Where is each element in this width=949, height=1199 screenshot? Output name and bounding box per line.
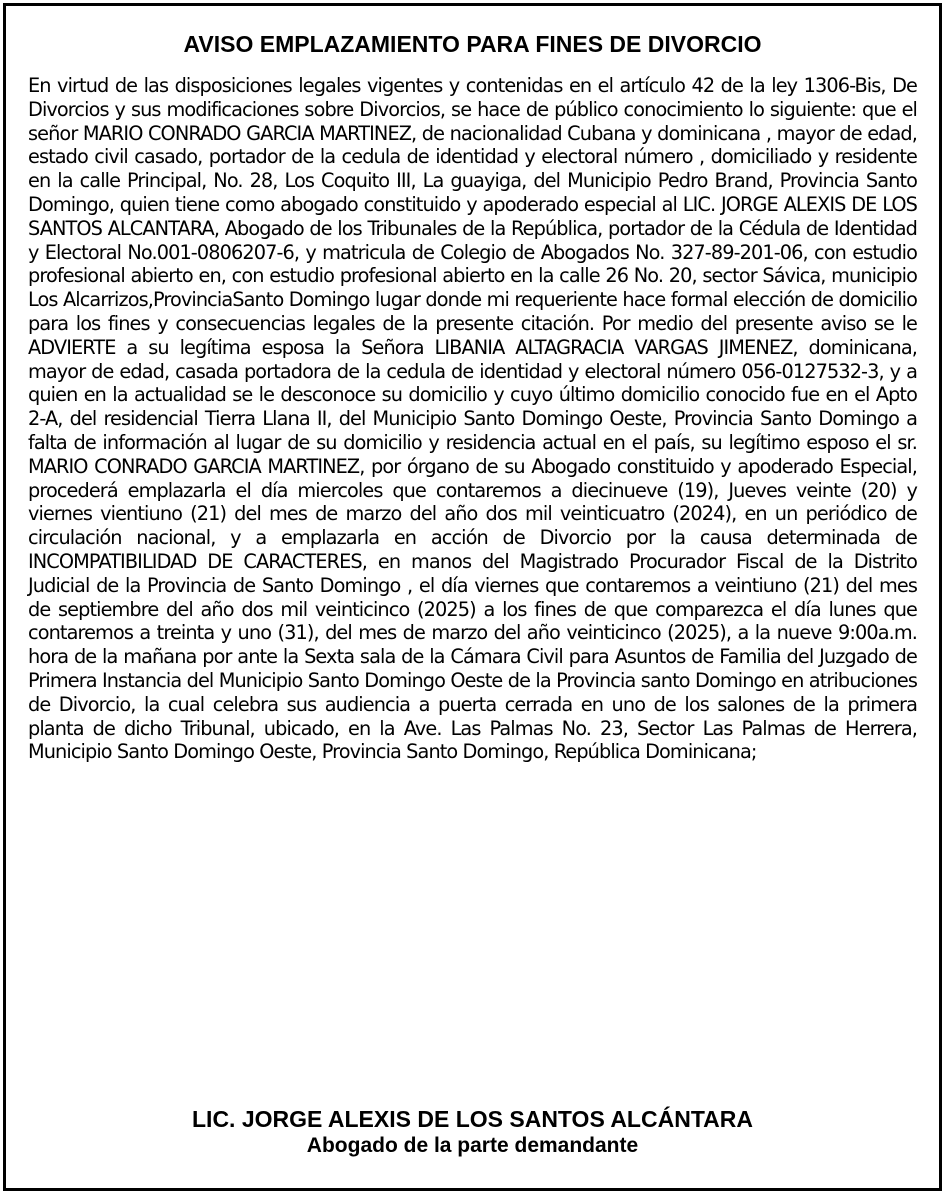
notice-title: AVISO EMPLAZAMIENTO PARA FINES DE DIVORCIO bbox=[183, 31, 762, 57]
legal-notice bbox=[3, 3, 942, 1191]
signature-role: Abogado de la parte demandante bbox=[306, 1134, 639, 1157]
notice-body: En virtud de las disposiciones legales vigentes y contenidas en el artículo 42 de la ley 1306-Bis, De Divorcios y sus modificaciones sobre Divorcios, se hace de público conocimiento lo siguiente: que el señor MARIO CONRADO GARCIA MARTINEZ, de nacionalidad Cubana y dominicana , mayor de edad, estado civil casado, portador de la cedula de identidad y electoral número , domiciliado y residente en la calle Principal, No. 28, Los Coquito III, La guayiga, del Municipio Pedro Brand, Provincia Santo Domingo, quien tiene como abogado constituido y apoderado especial al LIC. JORGE ALEXIS DE LOS SANTOS ALCANTARA, Abogado de los Tribunales de la República, portador de la Cédula de Identidad y Electoral No.001-0806207-6, y matricula de Colegio de Abogados No. 327-89-201-06, con estudio profesional abierto en, con estudio profesional abierto en la calle 26 No. 20, sector Sávica, municipio Los Alcarrizos,ProvinciaSanto Domingo lugar donde mi requeriente hace formal elección de domicilio para los fines y consecuencias legales de la presente citación. Por medio del presente aviso se le ADVIERTE a su legítima esposa la Señora LIBANIA ALTAGRACIA VARGAS JIMENEZ, dominicana, mayor de edad, casada portadora de la cedula de identidad y electoral número 056-0127532-3, y a quien en la actualidad se le desconoce su domicilio y cuyo último domicilio conocido fue en el Apto 2-A, del residencial Tierra Llana II, del Municipio Santo Domingo Oeste, Provincia Santo Domingo a falta de información al lugar de su domicilio y residencia actual en el país, su legítimo esposo el sr. MARIO CONRADO GARCIA MARTINEZ, por órgano de su Abogado constituido y apoderado Especial, procederá emplazarla el día miercoles que contaremos a diecinueve (19), Jueves veinte (20) y viernes vientiuno (21) del mes de marzo del año dos mil veinticuatro (2024), en un periódico de circulación nacional, y a emplazarla en acción de Divorcio por la causa determinada de INCOMPATIBILIDAD DE CARACTERES, en manos del Magistrado Procurador Fiscal de la Distrito Judicial de la Provincia de Santo Domingo , el día viernes que contaremos a veintiuno (21) del mes de septiembre del año dos mil veinticinco (2025) a los fines de que comparezca el día lunes que contaremos a treinta y uno (31), del mes de marzo del año veinticinco (2025), a la nueve 9:00a.m. hora de la mañana por ante la Sexta sala de la Cámara Civil para Asuntos de Familia del Juzgado de Primera Instancia del Municipio Santo Domingo Oeste de la Provincia santo Domingo en atribuciones de Divorcio, la cual celebra sus audiencia a puerta cerrada en uno de los salones de la primera planta de dicho Tribunal, ubicado, en la Ave. Las Palmas No. 23, Sector Las Palmas de Herrera, Municipio Santo Domingo Oeste, Provincia Santo Domingo, República Dominicana; bbox=[28, 74, 917, 764]
signature-name: LIC. JORGE ALEXIS DE LOS SANTOS ALCÁNTARA bbox=[192, 1106, 753, 1132]
signature-block bbox=[6, 1105, 939, 1159]
